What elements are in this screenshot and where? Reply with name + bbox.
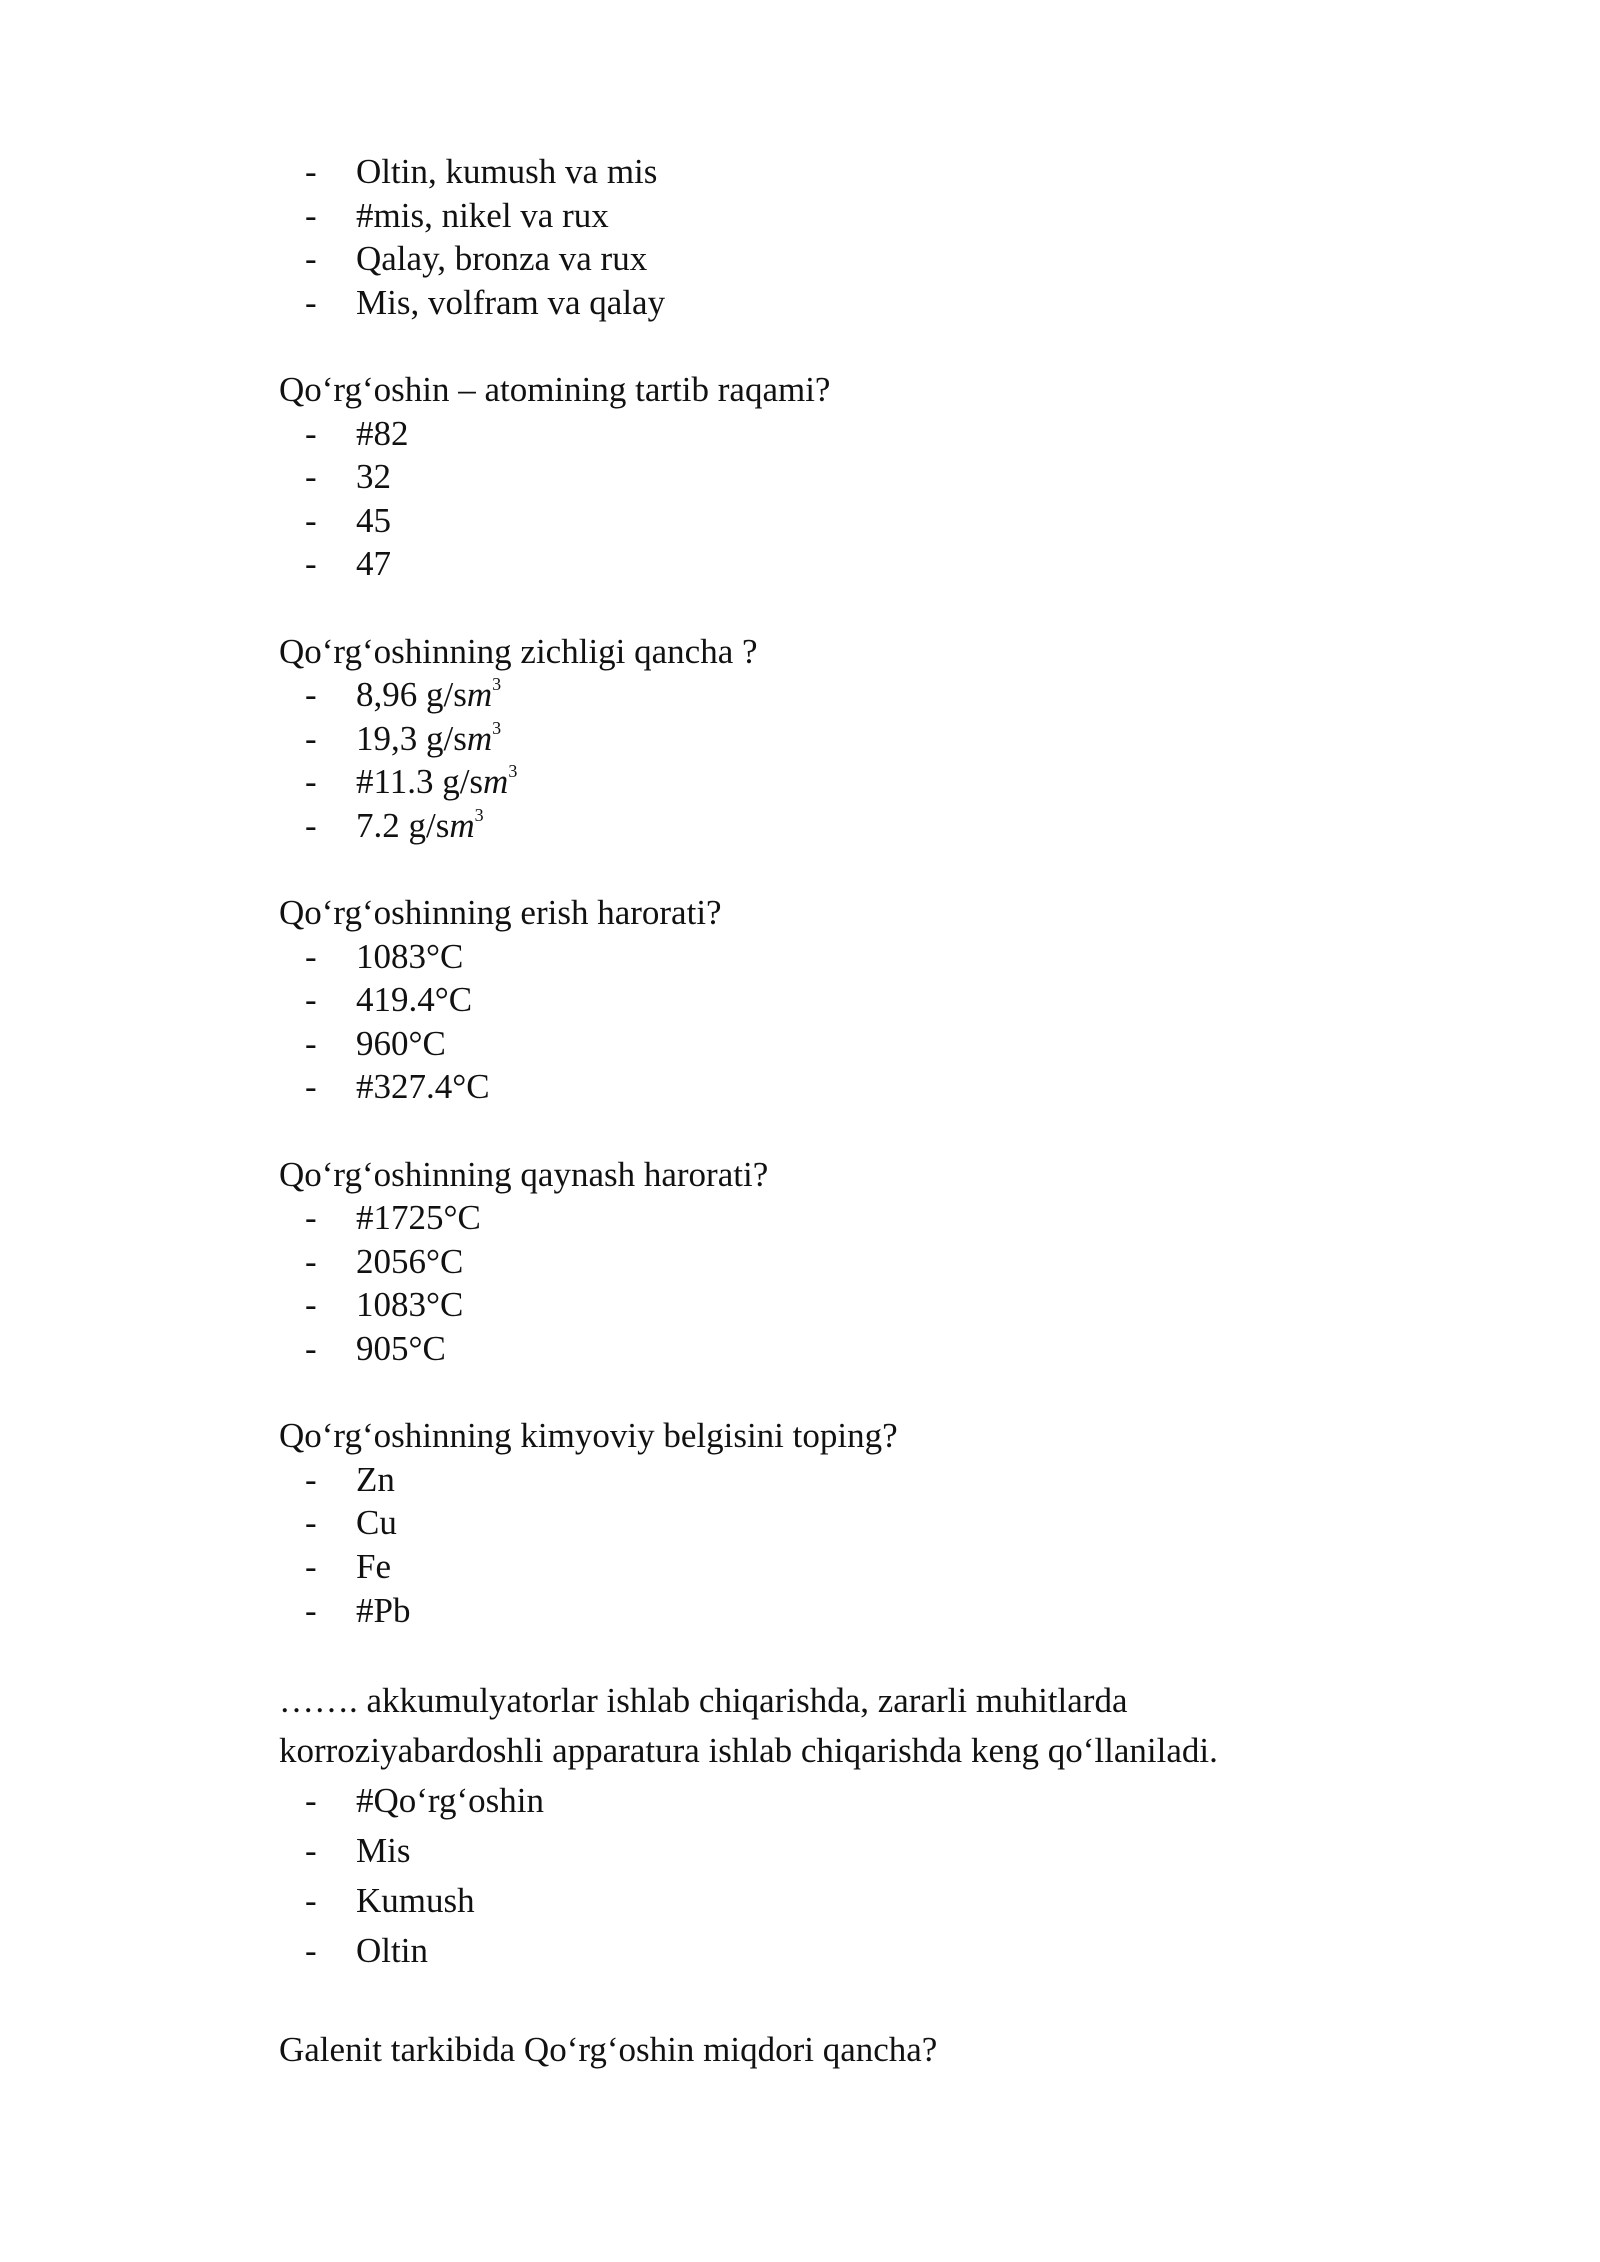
question-text: Qo‘rg‘oshinning kimyoviy belgisini toping? (279, 1416, 898, 1456)
option-item (279, 237, 1379, 281)
option-list (279, 935, 1379, 1109)
dash-marker: - (305, 1329, 317, 1369)
unit-letter: m (449, 805, 475, 845)
unit-exponent: 3 (492, 717, 502, 738)
option-item (279, 1545, 1379, 1589)
dash-marker: - (305, 1023, 317, 1063)
option-list (279, 1458, 1379, 1632)
spacer (279, 1976, 1379, 2028)
option-item (279, 760, 1379, 804)
option-item (279, 1776, 1379, 1826)
option-item (279, 542, 1379, 586)
dash-marker: - (305, 762, 317, 802)
dash-marker: - (305, 239, 317, 279)
option-text: 419.4°C (356, 980, 473, 1020)
spacer (279, 586, 1379, 630)
dash-marker: - (305, 1241, 317, 1281)
option-list (279, 412, 1379, 586)
option-text: #82 (356, 413, 409, 453)
dash-marker: - (305, 1780, 317, 1820)
option-text: 45 (356, 500, 391, 540)
spacer (279, 324, 1379, 368)
spacer (279, 848, 1379, 892)
option-text: 2056°C (356, 1241, 464, 1281)
dash-marker: - (305, 1285, 317, 1325)
option-item (279, 1876, 1379, 1926)
question-text-line: ……. akkumulyatorlar ishlab chiqarishda, zararli muhitlarda (279, 1680, 1128, 1720)
option-item (279, 1327, 1379, 1371)
option-list (279, 1776, 1379, 1976)
dash-marker: - (305, 1503, 317, 1543)
dash-marker: - (305, 195, 317, 235)
question-text: Qo‘rg‘oshinning erish harorati? (279, 893, 722, 933)
question-text: Galenit tarkibida Qo‘rg‘oshin miqdori qancha? (279, 2029, 938, 2069)
option-text: Oltin, kumush va mis (356, 152, 658, 191)
dash-marker: - (305, 1590, 317, 1630)
option-item (279, 1501, 1379, 1545)
option-text: Fe (356, 1547, 391, 1586)
unit-letter: m (466, 675, 493, 715)
question-text: Qo‘rg‘oshin – atomining tartib raqami? (279, 369, 831, 409)
dash-marker: - (305, 980, 317, 1020)
option-text: #327.4°C (356, 1067, 490, 1107)
option-item (279, 804, 1379, 848)
option-text: Oltin (356, 1930, 428, 1970)
unit-exponent: 3 (508, 761, 518, 782)
spacer (279, 1371, 1379, 1415)
dash-marker: - (305, 1459, 317, 1499)
option-text: 19,3 g/s (356, 718, 467, 758)
option-item (279, 455, 1379, 499)
spacer (279, 1109, 1379, 1153)
dash-marker: - (305, 457, 317, 497)
unit-letter: m (466, 718, 493, 758)
option-text: #1725°C (356, 1198, 481, 1238)
option-list (279, 150, 1379, 324)
option-item (279, 412, 1379, 456)
option-text: Cu (356, 1503, 397, 1543)
option-item (279, 1240, 1379, 1284)
option-text: 8,96 g/s (356, 675, 467, 715)
question-text-line: korroziyabardoshli apparatura ishlab chiqarishda keng qo‘llaniladi. (279, 1730, 1218, 1770)
option-item (279, 281, 1379, 325)
option-text: #mis, nikel va rux (356, 195, 609, 235)
option-text: 7.2 g/s (356, 805, 450, 845)
option-item (279, 1926, 1379, 1976)
option-item (279, 499, 1379, 543)
option-item (279, 717, 1379, 761)
option-item (279, 194, 1379, 238)
dash-marker: - (305, 152, 317, 191)
unit-letter: m (483, 762, 509, 802)
option-item (279, 1022, 1379, 1066)
dash-marker: - (305, 718, 317, 758)
dash-marker: - (305, 936, 317, 976)
option-text: #Qo‘rg‘oshin (356, 1780, 544, 1820)
option-item (279, 1826, 1379, 1876)
dash-marker: - (305, 1067, 317, 1107)
unit-exponent: 3 (492, 674, 502, 695)
option-item (279, 1196, 1379, 1240)
option-text: Zn (356, 1459, 395, 1499)
dash-marker: - (305, 1880, 317, 1920)
dash-marker: - (305, 675, 317, 715)
option-text: #11.3 g/s (356, 762, 484, 802)
option-text: 1083°C (356, 936, 464, 976)
option-item (279, 935, 1379, 979)
option-item (279, 1458, 1379, 1502)
question-text: Qo‘rg‘oshinning zichligi qancha ? (279, 631, 758, 671)
option-text: 905°C (356, 1329, 446, 1369)
option-list (279, 673, 1379, 847)
option-text: Mis (356, 1830, 411, 1870)
dash-marker: - (305, 1830, 317, 1870)
option-item (279, 150, 1379, 194)
dash-marker: - (305, 282, 317, 322)
option-text: 1083°C (356, 1285, 464, 1325)
option-text: 47 (356, 544, 391, 584)
option-item (279, 978, 1379, 1022)
dash-marker: - (305, 1547, 317, 1586)
dash-marker: - (305, 805, 317, 845)
option-item (279, 1589, 1379, 1633)
option-text: Kumush (356, 1880, 475, 1920)
question-text: Qo‘rg‘oshinning qaynash harorati? (279, 1154, 769, 1194)
dash-marker: - (305, 500, 317, 540)
option-text: Mis, volfram va qalay (356, 282, 666, 322)
option-text: Qalay, bronza va rux (356, 239, 648, 279)
option-item (279, 1283, 1379, 1327)
option-text: #Pb (356, 1590, 411, 1630)
unit-exponent: 3 (474, 804, 484, 825)
document-content (279, 150, 1379, 2071)
spacer (279, 1632, 1379, 1676)
dash-marker: - (305, 413, 317, 453)
option-item (279, 1065, 1379, 1109)
dash-marker: - (305, 544, 317, 584)
option-list (279, 1196, 1379, 1370)
dash-marker: - (305, 1930, 317, 1970)
option-item (279, 673, 1379, 717)
option-text: 32 (356, 457, 391, 497)
dash-marker: - (305, 1198, 317, 1238)
option-text: 960°C (356, 1023, 446, 1063)
